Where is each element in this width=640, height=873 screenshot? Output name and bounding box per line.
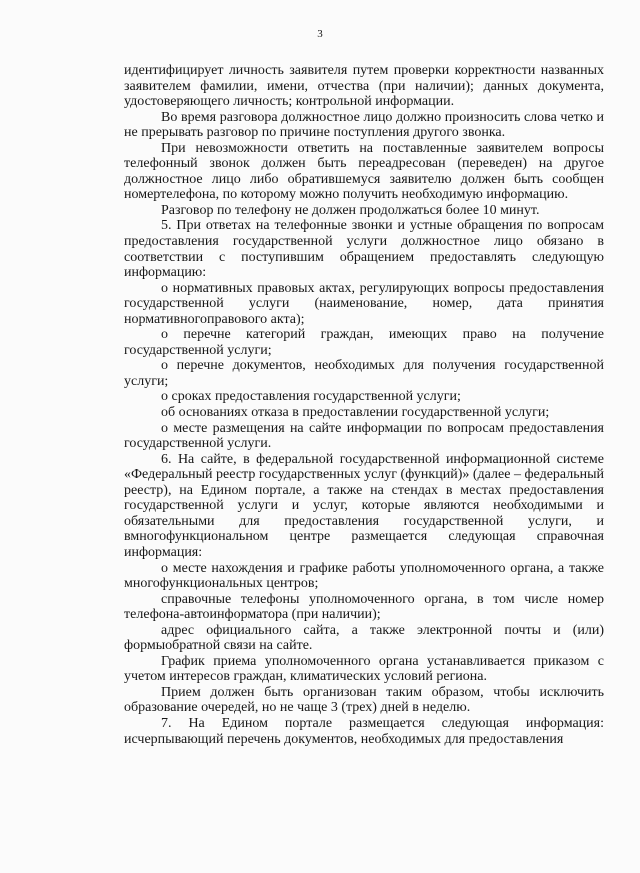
- paragraph-site-info: о месте размещения на сайте информации по вопросам предоставления государственной услуги.: [124, 420, 604, 452]
- paragraph-reference-phones: справочные телефоны уполномоченного органа, в том числе номер телефона-автоинформатора (при наличии);: [124, 591, 604, 623]
- paragraph-identity-check: идентифицирует личность заявителя путем проверки корректности названных заявителем фамилии, имени, отчества (при наличии); данных документа, удостоверяющего личность; контрольной информации.: [124, 63, 604, 110]
- paragraph-item-6: 6. На сайте, в федеральной государственной информационной системе «Федеральный реестр государственных услуг (функций)» (далее – федеральный реестр), на Едином портале, а также на стендах в местах предоставления государственной услуги и услуг, которые являются необходимыми и обязательными для предоставления государственной услуги, и вмногофункциональном центре размещается следующая справочная информация:: [124, 451, 604, 560]
- document-body: [124, 63, 604, 747]
- paragraph-citizen-categories: о перечне категорий граждан, имеющих право на получение государственной услуги;: [124, 327, 604, 358]
- paragraph-reception-schedule: График приема уполномоченного органа устанавливается приказом с учетом интересов граждан, климатических условий региона.: [124, 653, 604, 685]
- paragraph-item-5: 5. При ответах на телефонные звонки и устные обращения по вопросам предоставления государственной услуги должностное лицо обязано в соответствии с поступившим обращением предоставлять следующую информацию:: [124, 218, 604, 281]
- paragraph-call-duration: Разговор по телефону не должен продолжаться более 10 минут.: [161, 202, 540, 218]
- paragraph-normative-acts: о нормативных правовых актах, регулирующих вопросы предоставления государственной услуги (наименование, номер, дата принятия нормативногоправового акта);: [124, 280, 604, 327]
- paragraph-location-schedule: о месте нахождения и графике работы уполномоченного органа, а также многофункциональных центров;: [124, 560, 604, 592]
- paragraph-queue-prevention: Прием должен быть организован таким образом, чтобы исключить образование очередей, но не чаще 3 (трех) дней в неделю.: [124, 684, 604, 716]
- page-number: 3: [317, 28, 323, 40]
- paragraph-item-7: 7. На Едином портале размещается следующая информация: исчерпывающий перечень документов, необходимых для предоставления: [124, 715, 604, 747]
- paragraph-website-email: адрес официального сайта, а также электронной почты и (или) формыобратной связи на сайте.: [124, 622, 604, 654]
- paragraph-speak-clearly: Во время разговора должностное лицо должно произносить слова четко и не прерывать разговор по причине поступления другого звонка.: [124, 109, 604, 141]
- paragraph-call-redirect: При невозможности ответить на поставленные заявителем вопросы телефонный звонок должен быть переадресован (переведен) на другое должностное лицо либо обратившемуся заявителю должен быть сообщен номертелефона, по которому можно получить необходимую информацию.: [124, 140, 604, 203]
- paragraph-refusal-grounds: об основаниях отказа в предоставлении государственной услуги;: [161, 405, 550, 421]
- paragraph-service-terms: о сроках предоставления государственной услуги;: [161, 389, 461, 405]
- paragraph-documents-list: о перечне документов, необходимых для получения государственной услуги;: [124, 358, 604, 389]
